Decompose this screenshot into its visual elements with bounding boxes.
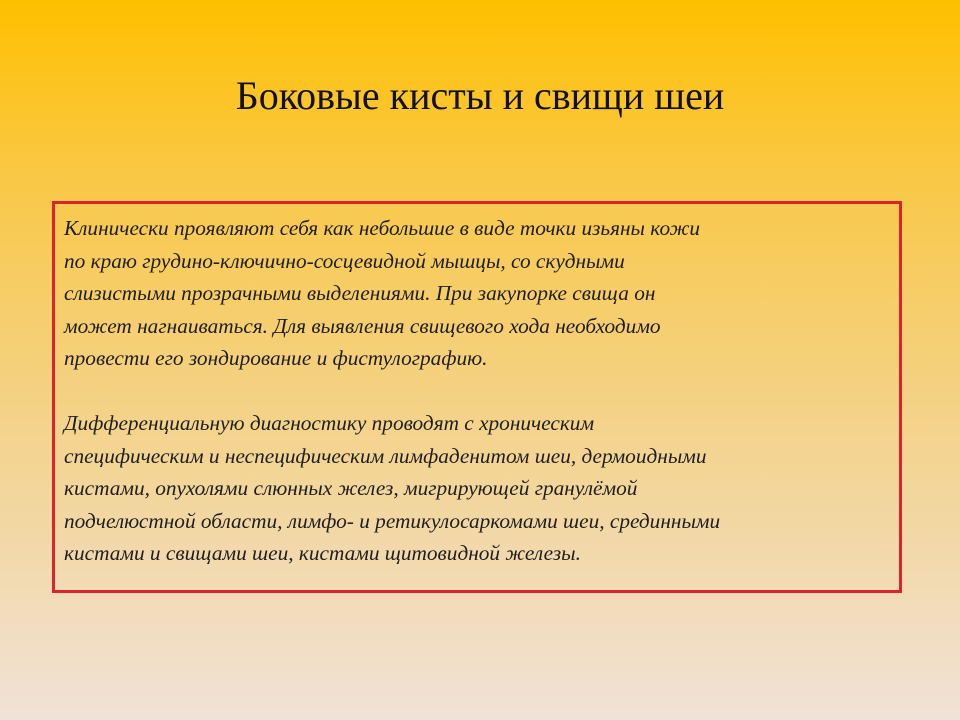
content-box [52,201,902,593]
content-text [64,212,894,570]
paragraph-diagnosis: Дифференциальную диагностику проводят с хроническим специфическим и неспецифическим лимфаденитом шеи, дермоидными кистами, опухолями слюнных желез, мигрирующей гранулёмой подчелюстной области, лимфо- и ретикулосаркомами шеи, срединными кистами и свищами шеи, кистами щитовидной железы. [64,411,721,565]
slide-title: Боковые кисты и свищи шеи [235,73,725,118]
paragraph-clinical: Клинически проявляют себя как небольшие в виде точки изьяны кожи по краю грудино-ключично-сосцевидной мышцы, со скудными слизистыми прозрачными выделениями. При закупорке свища он может нагнаиваться. Для выявления свищевого хода необходимо провести его зондирование и фистулографию. [64,216,701,370]
